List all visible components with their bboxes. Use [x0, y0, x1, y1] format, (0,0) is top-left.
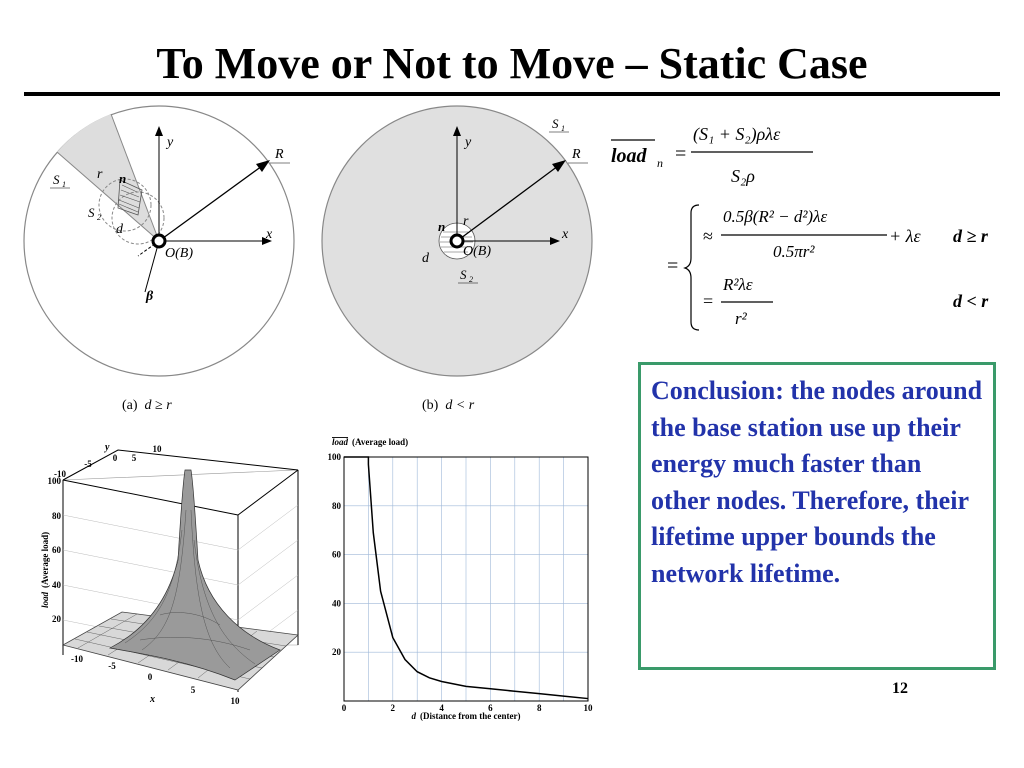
- eq-case1-num: 0.5β(R² − d²)λε: [723, 207, 828, 226]
- svg-text:-5: -5: [108, 661, 116, 671]
- slide-title: To Move or Not to Move – Static Case: [156, 39, 868, 88]
- eq-case1-condition: d ≥ r: [953, 226, 988, 246]
- svg-text:-5: -5: [84, 459, 92, 469]
- surface-peak: [110, 470, 280, 680]
- svg-text:80: 80: [52, 511, 61, 521]
- y-tick-label: 60: [332, 549, 341, 560]
- svg-text:5: 5: [131, 453, 137, 463]
- z-axis-label: load(Average load): [40, 531, 50, 608]
- svg-text:2: 2: [97, 213, 101, 222]
- svg-text:0: 0: [112, 453, 118, 463]
- x-tick-label: 10: [583, 703, 593, 713]
- svg-text:60: 60: [52, 545, 61, 555]
- beta-label: β: [146, 289, 154, 304]
- n-label: n: [438, 219, 446, 234]
- eq-lhs: load: [611, 145, 647, 167]
- base-station-marker: [153, 235, 165, 247]
- svg-text:=: =: [675, 143, 687, 165]
- y-tick-labels: [328, 452, 342, 657]
- svg-text:5: 5: [190, 685, 196, 695]
- y-axis-label: y: [465, 135, 472, 150]
- conclusion-box: [638, 362, 996, 670]
- eq-case2-den: r²: [735, 309, 747, 328]
- svg-text:-10: -10: [71, 654, 83, 664]
- equations: [605, 110, 1015, 342]
- svg-text:10: 10: [152, 444, 162, 454]
- x-tick-label: 8: [536, 703, 542, 713]
- eq-case1-den: 0.5πr²: [773, 242, 815, 261]
- eq-frac1-den: S₂ρ: [731, 166, 755, 186]
- svg-text:≈: ≈: [703, 226, 713, 246]
- y-tick-label: 100: [327, 452, 341, 462]
- eq-case2-num: R²λε: [723, 275, 753, 294]
- svg-text:20: 20: [52, 614, 61, 624]
- n-label: n: [119, 171, 127, 186]
- eq-case2-condition: d < r: [953, 291, 989, 311]
- y-tick-label: 80: [332, 500, 341, 511]
- svg-text:0: 0: [147, 672, 153, 682]
- x-tick-label: 0: [341, 703, 347, 713]
- y-tick-label: 20: [332, 647, 341, 658]
- S2-label: S: [460, 267, 467, 282]
- svg-text:-10: -10: [54, 469, 66, 479]
- svg-text:2: 2: [469, 275, 473, 284]
- R-label: R: [572, 147, 581, 162]
- svg-text:40: 40: [52, 580, 61, 590]
- svg-text:1: 1: [62, 180, 66, 189]
- S1-label: S: [53, 172, 60, 187]
- caption-b: (b) d < r: [422, 398, 475, 413]
- svg-text:=: =: [703, 291, 714, 311]
- origin-label: O(B): [165, 246, 193, 261]
- S1-label: S: [552, 116, 559, 131]
- x-tick-label: 2: [390, 703, 396, 713]
- r-label: r: [463, 214, 469, 229]
- r-label: r: [97, 167, 103, 182]
- svg-text:100: 100: [47, 476, 61, 486]
- page-number: 12: [892, 680, 908, 697]
- d-label: d: [422, 251, 429, 266]
- svg-text:=: =: [667, 255, 679, 277]
- svg-text:n: n: [657, 156, 663, 170]
- chart-grid: [344, 457, 588, 701]
- surface-plot-3d: [30, 440, 320, 712]
- svg-text:+ λε: + λε: [889, 226, 921, 246]
- caption-a: (a) d ≥ r: [122, 398, 172, 413]
- y-axis-label: y: [167, 135, 174, 150]
- x-tick-label: 6: [488, 703, 493, 713]
- diagram-a: [20, 100, 310, 390]
- eq-frac1-num: (S₁ + S₂)ρλε: [693, 124, 781, 144]
- R-label: R: [275, 147, 284, 162]
- y-axis-label: y: [105, 442, 110, 453]
- x-axis-label: x: [266, 227, 273, 242]
- x-tick-label: 4: [439, 703, 444, 713]
- base-station-marker: [451, 235, 463, 247]
- svg-text:1: 1: [561, 124, 565, 133]
- x-axis-label: x: [562, 227, 569, 242]
- x-axis-title: d (Distance from the center): [411, 711, 521, 721]
- line-chart: [320, 432, 600, 724]
- y-tick-label: 40: [332, 598, 341, 609]
- conclusion-text: Conclusion: the nodes around the base station use up their energy much faster than other nodes. Therefore, their lifetime upper bounds the network lifetime.: [651, 376, 983, 588]
- chart-title: load (Average load): [332, 437, 409, 447]
- S2-label: S: [88, 205, 95, 220]
- title-rule: [24, 92, 1000, 96]
- origin-label: O(B): [463, 244, 491, 259]
- x-axis-label: x: [150, 694, 155, 705]
- diagram-b: [318, 100, 608, 390]
- svg-text:10: 10: [230, 696, 240, 706]
- d-label: d: [116, 222, 123, 237]
